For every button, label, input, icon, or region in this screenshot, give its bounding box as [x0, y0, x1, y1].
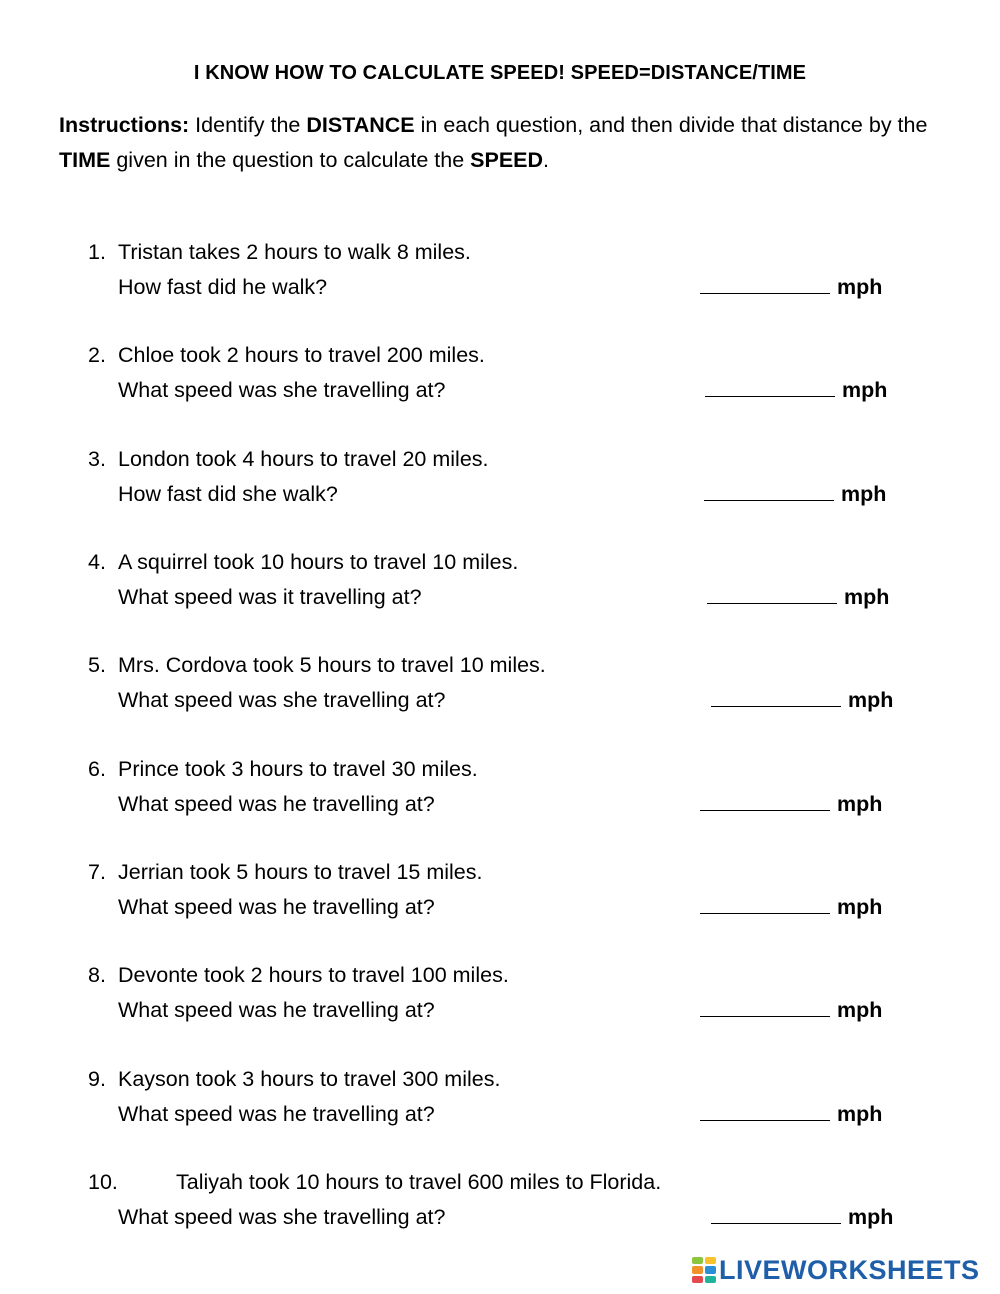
- question-9: [0, 1062, 1000, 1132]
- answer-blank-4[interactable]: [707, 580, 889, 615]
- question-5: [0, 648, 1000, 718]
- answer-blank-7[interactable]: [700, 890, 882, 925]
- question-prompt: What speed was she travelling at?: [118, 378, 446, 402]
- unit-label: mph: [842, 378, 888, 402]
- question-number: 9.: [88, 1067, 106, 1091]
- question-text: Devonte took 2 hours to travel 100 miles.: [118, 963, 509, 987]
- question-1: [0, 235, 1000, 305]
- question-number: 5.: [88, 653, 106, 677]
- instructions: [59, 108, 939, 178]
- question-text: Tristan takes 2 hours to walk 8 miles.: [118, 240, 471, 264]
- question-prompt: What speed was he travelling at?: [118, 895, 435, 919]
- unit-label: mph: [841, 482, 887, 506]
- answer-line[interactable]: [711, 1201, 841, 1224]
- answer-blank-8[interactable]: [700, 993, 882, 1028]
- question-text: Prince took 3 hours to travel 30 miles.: [118, 757, 478, 781]
- instructions-text-2: in each question, and then divide that distance by the: [414, 113, 928, 137]
- unit-label: mph: [837, 792, 883, 816]
- question-number: 6.: [88, 757, 106, 781]
- instructions-text-4: .: [543, 148, 550, 172]
- question-text: London took 4 hours to travel 20 miles.: [118, 447, 489, 471]
- question-prompt: How fast did he walk?: [118, 275, 328, 299]
- answer-line[interactable]: [707, 581, 837, 604]
- question-number: 4.: [88, 550, 106, 574]
- answer-blank-5[interactable]: [711, 683, 893, 718]
- answer-blank-9[interactable]: [700, 1097, 882, 1132]
- answer-blank-1[interactable]: [700, 270, 882, 305]
- answer-blank-10[interactable]: [711, 1200, 893, 1235]
- answer-blank-2[interactable]: [705, 373, 887, 408]
- time-keyword: TIME: [59, 148, 111, 172]
- question-prompt: What speed was she travelling at?: [118, 688, 446, 712]
- question-7: [0, 855, 1000, 925]
- question-text: Taliyah took 10 hours to travel 600 miles to Florida.: [176, 1170, 662, 1194]
- unit-label: mph: [844, 585, 890, 609]
- question-8: [0, 958, 1000, 1028]
- answer-line[interactable]: [700, 891, 830, 914]
- question-prompt: What speed was he travelling at?: [118, 1102, 435, 1126]
- liveworksheets-logo-icon: [692, 1257, 716, 1283]
- answer-line[interactable]: [700, 1098, 830, 1121]
- answer-line[interactable]: [704, 478, 834, 501]
- instructions-label: Instructions:: [59, 113, 190, 137]
- answer-blank-3[interactable]: [704, 477, 886, 512]
- question-number: 8.: [88, 963, 106, 987]
- question-text: Kayson took 3 hours to travel 300 miles.: [118, 1067, 501, 1091]
- unit-label: mph: [848, 688, 894, 712]
- question-text: Mrs. Cordova took 5 hours to travel 10 miles.: [118, 653, 546, 677]
- answer-line[interactable]: [711, 684, 841, 707]
- question-10: [0, 1165, 1000, 1235]
- answer-line[interactable]: [700, 271, 830, 294]
- question-prompt: What speed was it travelling at?: [118, 585, 422, 609]
- answer-line[interactable]: [700, 788, 830, 811]
- question-number: 1.: [88, 240, 106, 264]
- answer-line[interactable]: [705, 374, 835, 397]
- unit-label: mph: [837, 275, 883, 299]
- question-number: 7.: [88, 860, 106, 884]
- question-6: [0, 752, 1000, 822]
- question-prompt: What speed was he travelling at?: [118, 998, 435, 1022]
- unit-label: mph: [837, 1102, 883, 1126]
- question-prompt: What speed was he travelling at?: [118, 792, 435, 816]
- question-text: Jerrian took 5 hours to travel 15 miles.: [118, 860, 483, 884]
- question-text: Chloe took 2 hours to travel 200 miles.: [118, 343, 485, 367]
- answer-line[interactable]: [700, 994, 830, 1017]
- question-text: A squirrel took 10 hours to travel 10 miles.: [118, 550, 519, 574]
- question-number: 3.: [88, 447, 106, 471]
- question-2: [0, 338, 1000, 408]
- logo-text: LIVEWORKSHEETS: [719, 1254, 980, 1285]
- liveworksheets-logo: [692, 1254, 980, 1286]
- instructions-text-1: Identify the: [189, 113, 307, 137]
- question-prompt: How fast did she walk?: [118, 482, 338, 506]
- unit-label: mph: [837, 895, 883, 919]
- speed-keyword: SPEED: [470, 148, 544, 172]
- unit-label: mph: [837, 998, 883, 1022]
- question-4: [0, 545, 1000, 615]
- page-title: I KNOW HOW TO CALCULATE SPEED! SPEED=DISTANCE/TIME: [193, 62, 807, 84]
- instructions-text-3: given in the question to calculate the: [110, 148, 471, 172]
- question-number: 2.: [88, 343, 106, 367]
- unit-label: mph: [848, 1205, 894, 1229]
- question-prompt: What speed was she travelling at?: [118, 1205, 446, 1229]
- answer-blank-6[interactable]: [700, 787, 882, 822]
- question-number: 10.: [88, 1170, 118, 1194]
- distance-keyword: DISTANCE: [306, 113, 415, 137]
- question-3: [0, 442, 1000, 512]
